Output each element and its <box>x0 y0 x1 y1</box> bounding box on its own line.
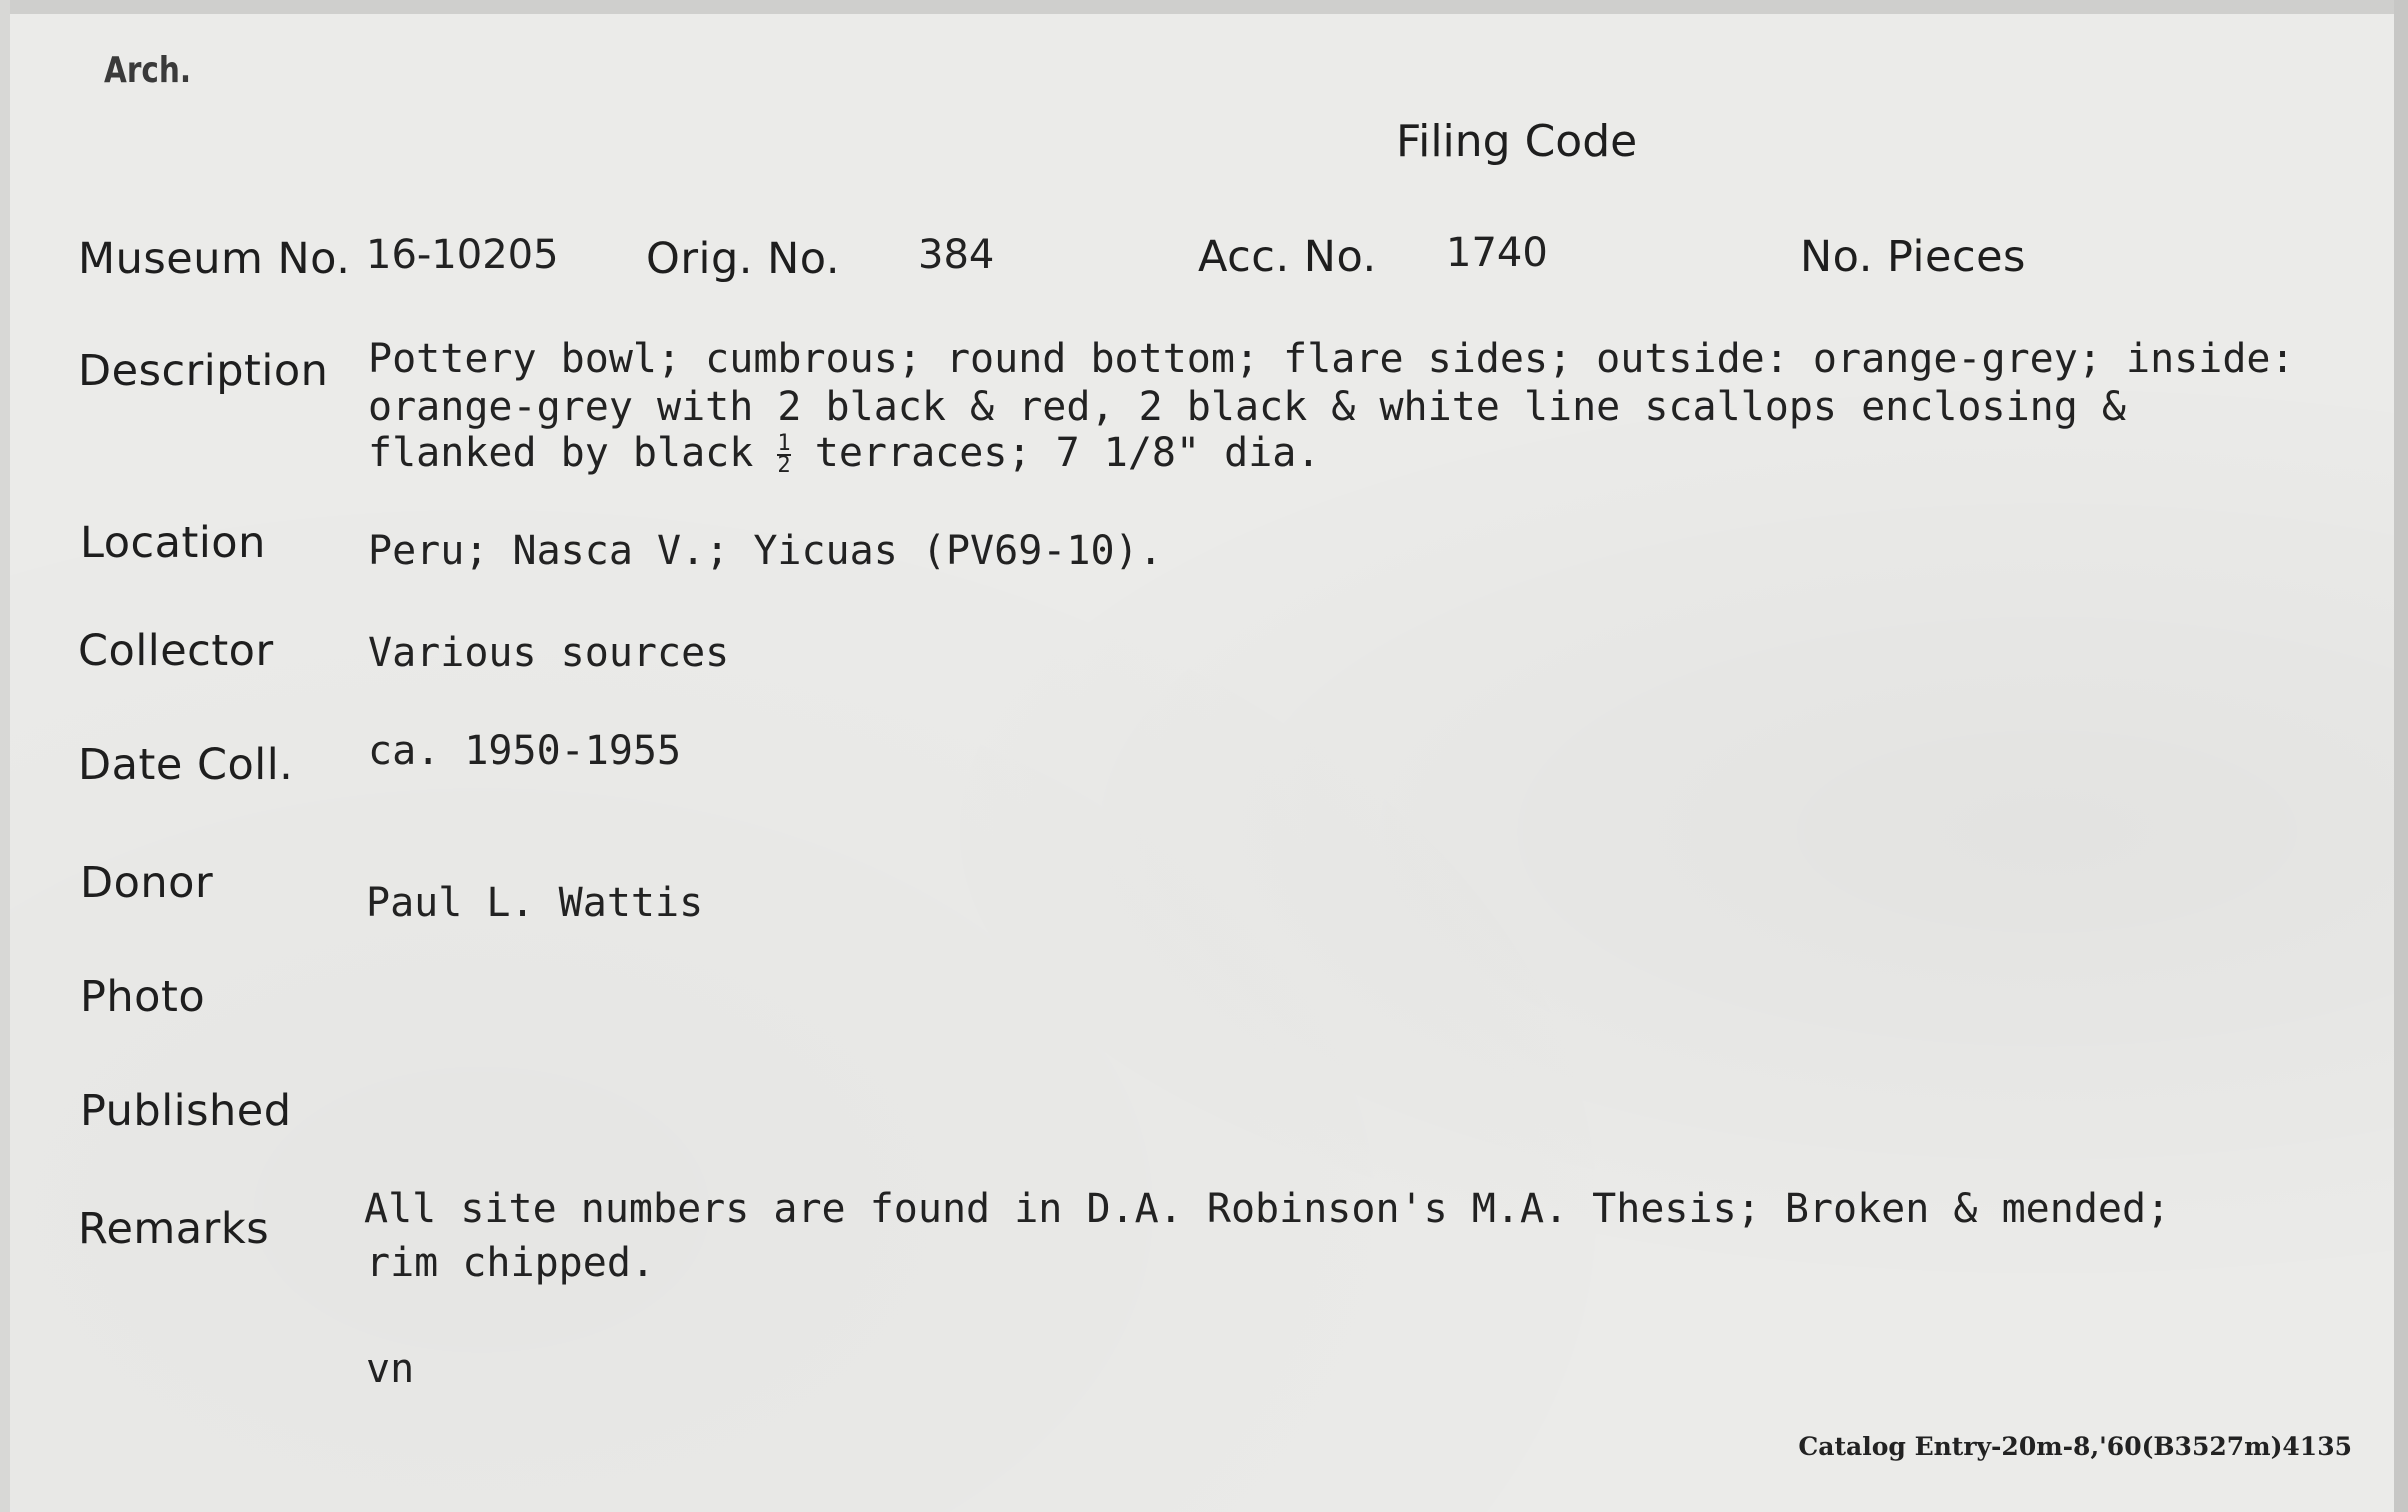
fraction-numerator: 1 <box>777 431 791 456</box>
no-pieces-label: No. Pieces <box>1800 232 2026 282</box>
museum-no-value: 16-10205 <box>366 232 559 278</box>
collector-label: Collector <box>78 626 274 676</box>
location-value: Peru; Nasca V.; Yicuas (PV69-10). <box>368 528 1163 574</box>
acc-no-label: Acc. No. <box>1198 232 1377 282</box>
acc-no-value: 1740 <box>1446 230 1548 276</box>
catalog-entry-footer: Catalog Entry-20m-8,'60(B3527m)4135 <box>1798 1432 2352 1461</box>
collector-value: Various sources <box>368 630 730 676</box>
description-line-3-pre: flanked by black <box>368 430 754 476</box>
description-line-3 <box>368 430 1320 476</box>
date-coll-value: ca. 1950-1955 <box>368 728 682 774</box>
initials: vn <box>366 1346 415 1392</box>
donor-value: Paul L. Wattis <box>366 880 704 926</box>
one-half-fraction <box>777 431 791 478</box>
card-top-edge <box>0 0 2408 14</box>
description-label: Description <box>78 346 329 396</box>
donor-label: Donor <box>80 858 214 908</box>
published-label: Published <box>80 1086 292 1136</box>
filing-code-label: Filing Code <box>1396 116 1638 167</box>
remarks-line-1: All site numbers are found in D.A. Robinson's M.A. Thesis; Broken & mended; <box>364 1186 2171 1232</box>
museum-no-label: Museum No. <box>78 234 351 284</box>
photo-label: Photo <box>80 972 206 1022</box>
card-left-edge <box>0 0 10 1512</box>
remarks-line-2: rim chipped. <box>366 1240 655 1286</box>
fraction-denominator: 2 <box>777 453 791 478</box>
location-label: Location <box>80 518 266 568</box>
description-line-3-post: terraces; 7 1/8" dia. <box>814 430 1321 476</box>
date-coll-label: Date Coll. <box>78 740 294 790</box>
description-line-1: Pottery bowl; cumbrous; round bottom; flare sides; outside: orange-grey; inside: <box>368 336 2295 382</box>
description-line-2: orange-grey with 2 black & red, 2 black & white line scallops enclosing & <box>368 384 2126 430</box>
card-right-edge <box>2394 0 2408 1512</box>
remarks-label: Remarks <box>78 1204 270 1254</box>
orig-no-value: 384 <box>918 232 995 278</box>
orig-no-label: Orig. No. <box>646 234 840 284</box>
arch-stamp: Arch. <box>104 50 192 91</box>
